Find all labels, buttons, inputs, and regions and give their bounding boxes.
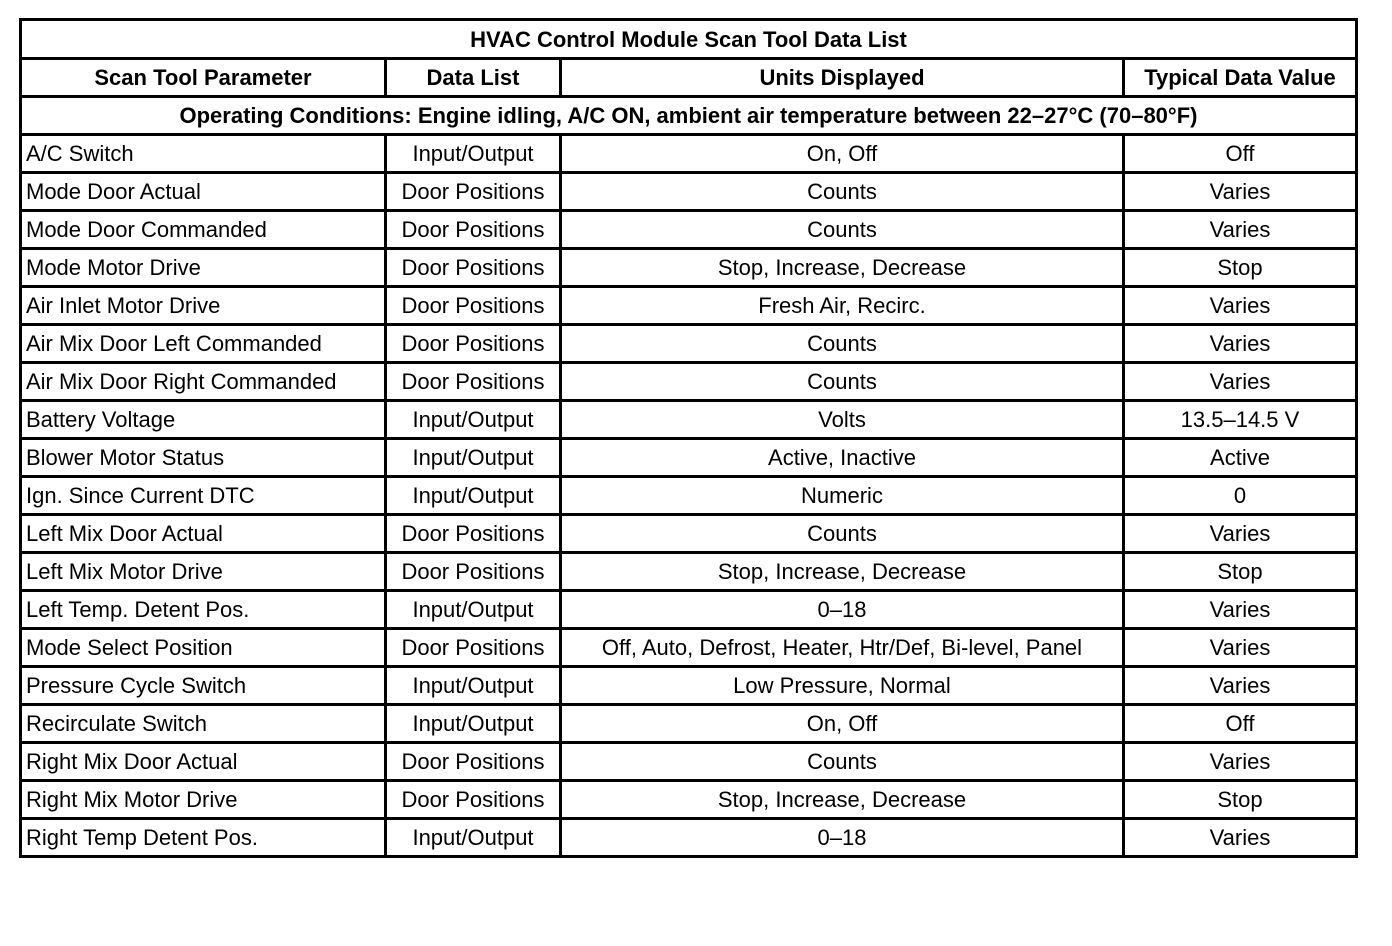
- parameter-cell: A/C Switch: [21, 135, 386, 173]
- table-row: [21, 135, 1357, 173]
- units-cell: 0–18: [561, 819, 1124, 857]
- parameter-cell: Mode Motor Drive: [21, 249, 386, 287]
- data-list-cell: Door Positions: [386, 629, 561, 667]
- typical-value-cell: Varies: [1124, 591, 1357, 629]
- typical-value-cell: 13.5–14.5 V: [1124, 401, 1357, 439]
- data-list-cell: Door Positions: [386, 211, 561, 249]
- parameter-cell: Mode Door Actual: [21, 173, 386, 211]
- data-list-cell: Input/Output: [386, 667, 561, 705]
- units-cell: Counts: [561, 743, 1124, 781]
- typical-value-cell: Varies: [1124, 173, 1357, 211]
- table-row: [21, 705, 1357, 743]
- parameter-cell: Battery Voltage: [21, 401, 386, 439]
- data-list-cell: Door Positions: [386, 515, 561, 553]
- table-row: [21, 743, 1357, 781]
- units-cell: Stop, Increase, Decrease: [561, 553, 1124, 591]
- data-list-cell: Input/Output: [386, 135, 561, 173]
- parameter-cell: Air Mix Door Right Commanded: [21, 363, 386, 401]
- table-title-row: [21, 20, 1357, 59]
- table-row: [21, 325, 1357, 363]
- typical-value-cell: Off: [1124, 135, 1357, 173]
- typical-value-cell: Varies: [1124, 667, 1357, 705]
- table-row: [21, 553, 1357, 591]
- table-row: [21, 363, 1357, 401]
- operating-conditions: Operating Conditions: Engine idling, A/C ON, ambient air temperature between 22–27°C (70–80°F): [21, 97, 1357, 135]
- typical-value-cell: Varies: [1124, 211, 1357, 249]
- data-list-cell: Input/Output: [386, 591, 561, 629]
- table-row: [21, 439, 1357, 477]
- parameter-cell: Right Temp Detent Pos.: [21, 819, 386, 857]
- data-list-cell: Door Positions: [386, 553, 561, 591]
- data-list-cell: Input/Output: [386, 477, 561, 515]
- table-row: [21, 211, 1357, 249]
- header-units-displayed: Units Displayed: [561, 59, 1124, 97]
- parameter-cell: Air Mix Door Left Commanded: [21, 325, 386, 363]
- typical-value-cell: Varies: [1124, 743, 1357, 781]
- table-row: [21, 249, 1357, 287]
- operating-conditions-row: [21, 97, 1357, 135]
- parameter-cell: Mode Select Position: [21, 629, 386, 667]
- typical-value-cell: Varies: [1124, 515, 1357, 553]
- units-cell: Low Pressure, Normal: [561, 667, 1124, 705]
- parameter-cell: Ign. Since Current DTC: [21, 477, 386, 515]
- typical-value-cell: Varies: [1124, 287, 1357, 325]
- parameter-cell: Left Mix Motor Drive: [21, 553, 386, 591]
- data-list-cell: Door Positions: [386, 325, 561, 363]
- data-list-cell: Door Positions: [386, 743, 561, 781]
- parameter-cell: Right Mix Motor Drive: [21, 781, 386, 819]
- typical-value-cell: Stop: [1124, 781, 1357, 819]
- data-list-cell: Door Positions: [386, 287, 561, 325]
- table-row: [21, 781, 1357, 819]
- units-cell: Counts: [561, 363, 1124, 401]
- typical-value-cell: Varies: [1124, 629, 1357, 667]
- units-cell: Stop, Increase, Decrease: [561, 249, 1124, 287]
- table-row: [21, 173, 1357, 211]
- table-row: [21, 401, 1357, 439]
- units-cell: Volts: [561, 401, 1124, 439]
- typical-value-cell: Stop: [1124, 249, 1357, 287]
- header-scan-tool-parameter: Scan Tool Parameter: [21, 59, 386, 97]
- parameter-cell: Air Inlet Motor Drive: [21, 287, 386, 325]
- header-data-list: Data List: [386, 59, 561, 97]
- data-list-cell: Input/Output: [386, 705, 561, 743]
- header-typical-data-value: Typical Data Value: [1124, 59, 1357, 97]
- data-list-cell: Door Positions: [386, 249, 561, 287]
- typical-value-cell: Off: [1124, 705, 1357, 743]
- table-row: [21, 591, 1357, 629]
- typical-value-cell: 0: [1124, 477, 1357, 515]
- table-row: [21, 667, 1357, 705]
- table-row: [21, 287, 1357, 325]
- units-cell: Active, Inactive: [561, 439, 1124, 477]
- data-list-cell: Door Positions: [386, 173, 561, 211]
- units-cell: Stop, Increase, Decrease: [561, 781, 1124, 819]
- table-row: [21, 477, 1357, 515]
- parameter-cell: Recirculate Switch: [21, 705, 386, 743]
- typical-value-cell: Stop: [1124, 553, 1357, 591]
- data-list-cell: Input/Output: [386, 439, 561, 477]
- table-row: [21, 515, 1357, 553]
- data-list-cell: Input/Output: [386, 819, 561, 857]
- units-cell: 0–18: [561, 591, 1124, 629]
- units-cell: Fresh Air, Recirc.: [561, 287, 1124, 325]
- table-title: HVAC Control Module Scan Tool Data List: [21, 20, 1357, 59]
- data-list-cell: Door Positions: [386, 781, 561, 819]
- units-cell: Counts: [561, 515, 1124, 553]
- parameter-cell: Pressure Cycle Switch: [21, 667, 386, 705]
- typical-value-cell: Varies: [1124, 325, 1357, 363]
- typical-value-cell: Varies: [1124, 819, 1357, 857]
- units-cell: Numeric: [561, 477, 1124, 515]
- data-list-cell: Input/Output: [386, 401, 561, 439]
- scan-tool-data-table: [19, 18, 1358, 858]
- table-row: [21, 629, 1357, 667]
- units-cell: On, Off: [561, 705, 1124, 743]
- typical-value-cell: Active: [1124, 439, 1357, 477]
- units-cell: Off, Auto, Defrost, Heater, Htr/Def, Bi-level, Panel: [561, 629, 1124, 667]
- parameter-cell: Right Mix Door Actual: [21, 743, 386, 781]
- units-cell: Counts: [561, 325, 1124, 363]
- typical-value-cell: Varies: [1124, 363, 1357, 401]
- parameter-cell: Left Mix Door Actual: [21, 515, 386, 553]
- table-row: [21, 819, 1357, 857]
- table-header-row: [21, 59, 1357, 97]
- parameter-cell: Left Temp. Detent Pos.: [21, 591, 386, 629]
- parameter-cell: Mode Door Commanded: [21, 211, 386, 249]
- data-list-cell: Door Positions: [386, 363, 561, 401]
- units-cell: Counts: [561, 211, 1124, 249]
- units-cell: Counts: [561, 173, 1124, 211]
- units-cell: On, Off: [561, 135, 1124, 173]
- parameter-cell: Blower Motor Status: [21, 439, 386, 477]
